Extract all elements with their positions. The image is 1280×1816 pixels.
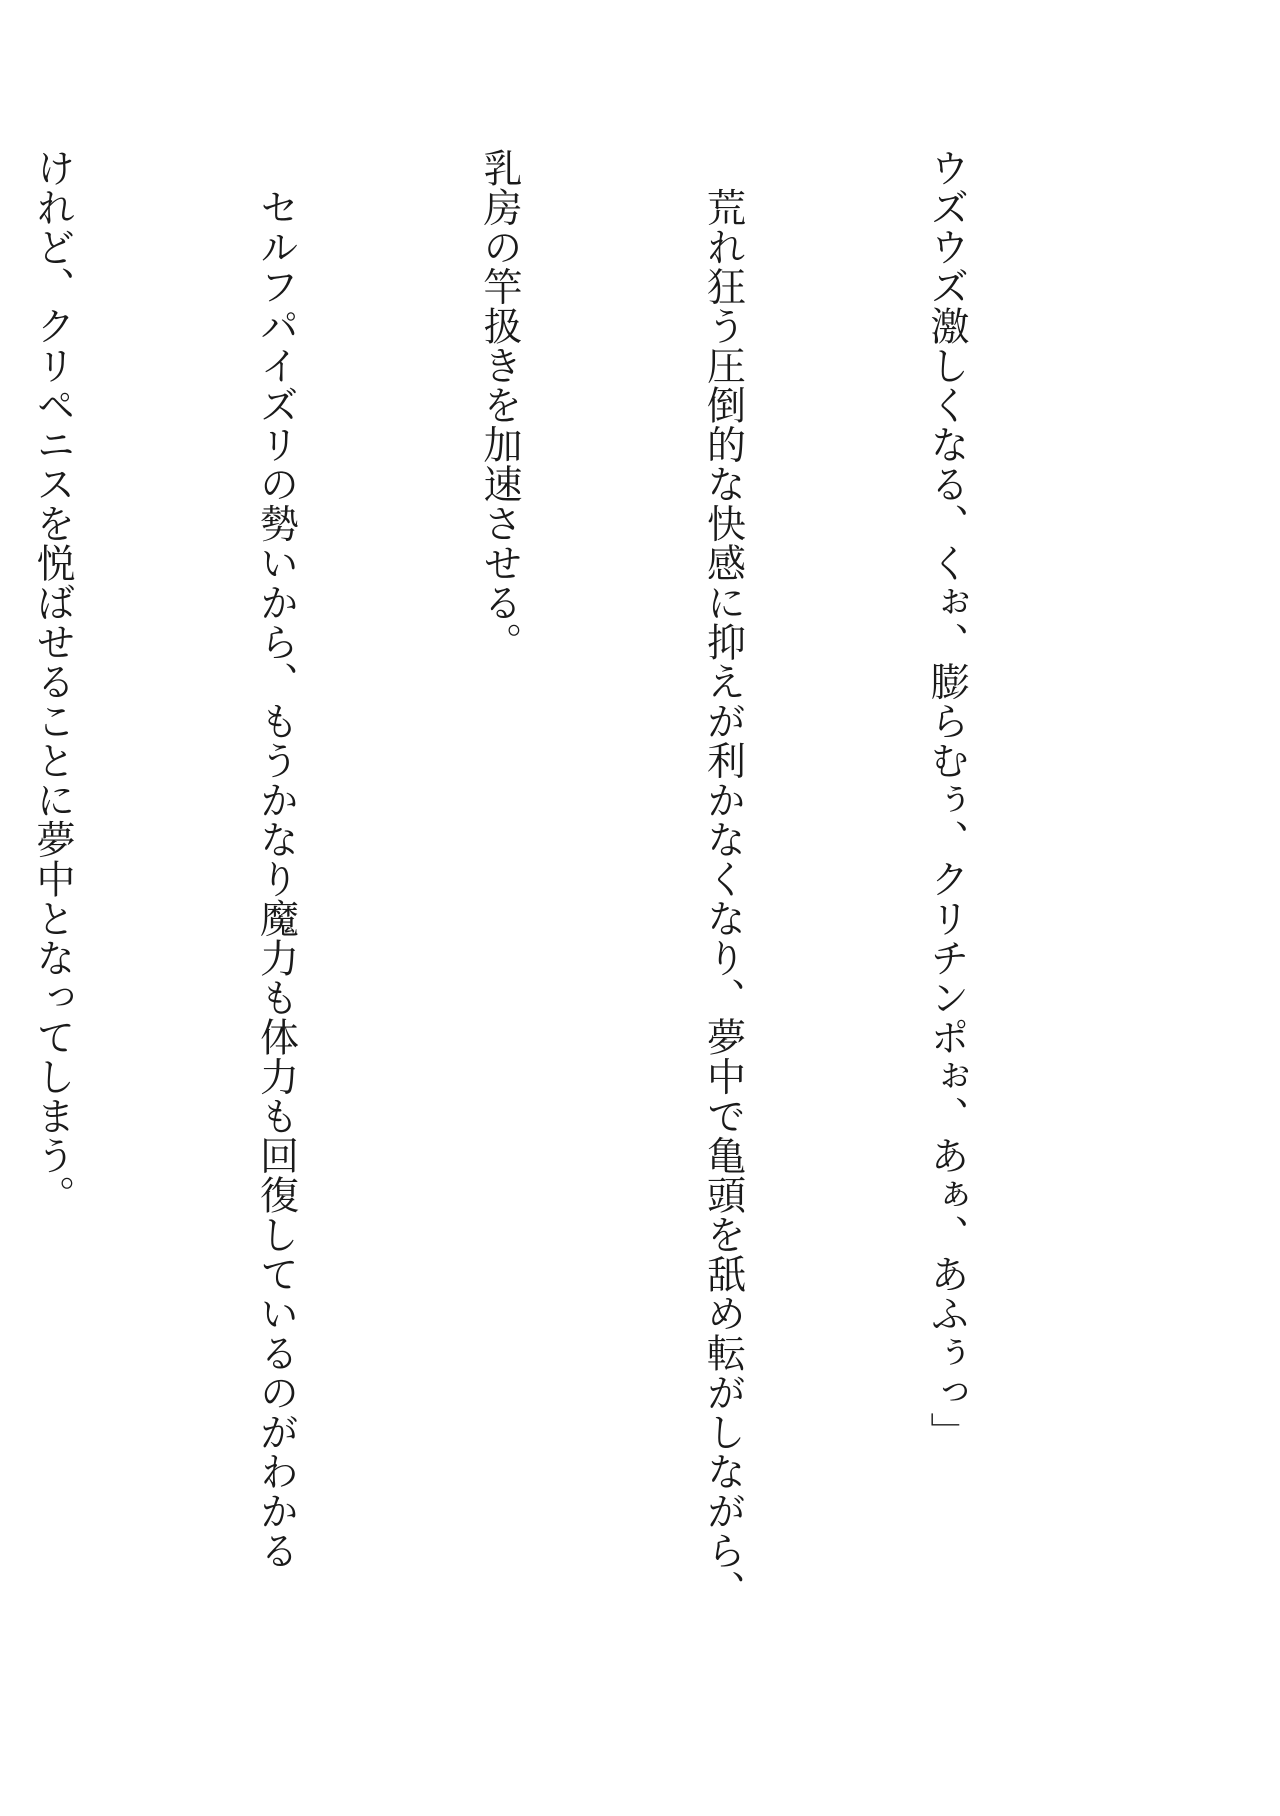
text-line-1: ウズウズ激しくなる、くぉ、膨らむぅ、クリチンポぉ、あぁ、あふぅっ」 bbox=[924, 148, 969, 1452]
text-line-4: セルフパイズリの勢いから、もうかなり魔力も体力も回復しているのがわかる bbox=[253, 148, 299, 1570]
text-line-5: けれど、クリペニスを悦ばせることに夢中となってしまう。 bbox=[30, 148, 75, 1215]
text-line-2: 荒れ狂う圧倒的な快感に抑えが利かなくなり、夢中で亀頭を舐め転がしながら、 bbox=[700, 148, 746, 1610]
vertical-text-body bbox=[0, 148, 1132, 1708]
text-line-3: 乳房の竿扱きを加速させる。 bbox=[477, 148, 522, 662]
